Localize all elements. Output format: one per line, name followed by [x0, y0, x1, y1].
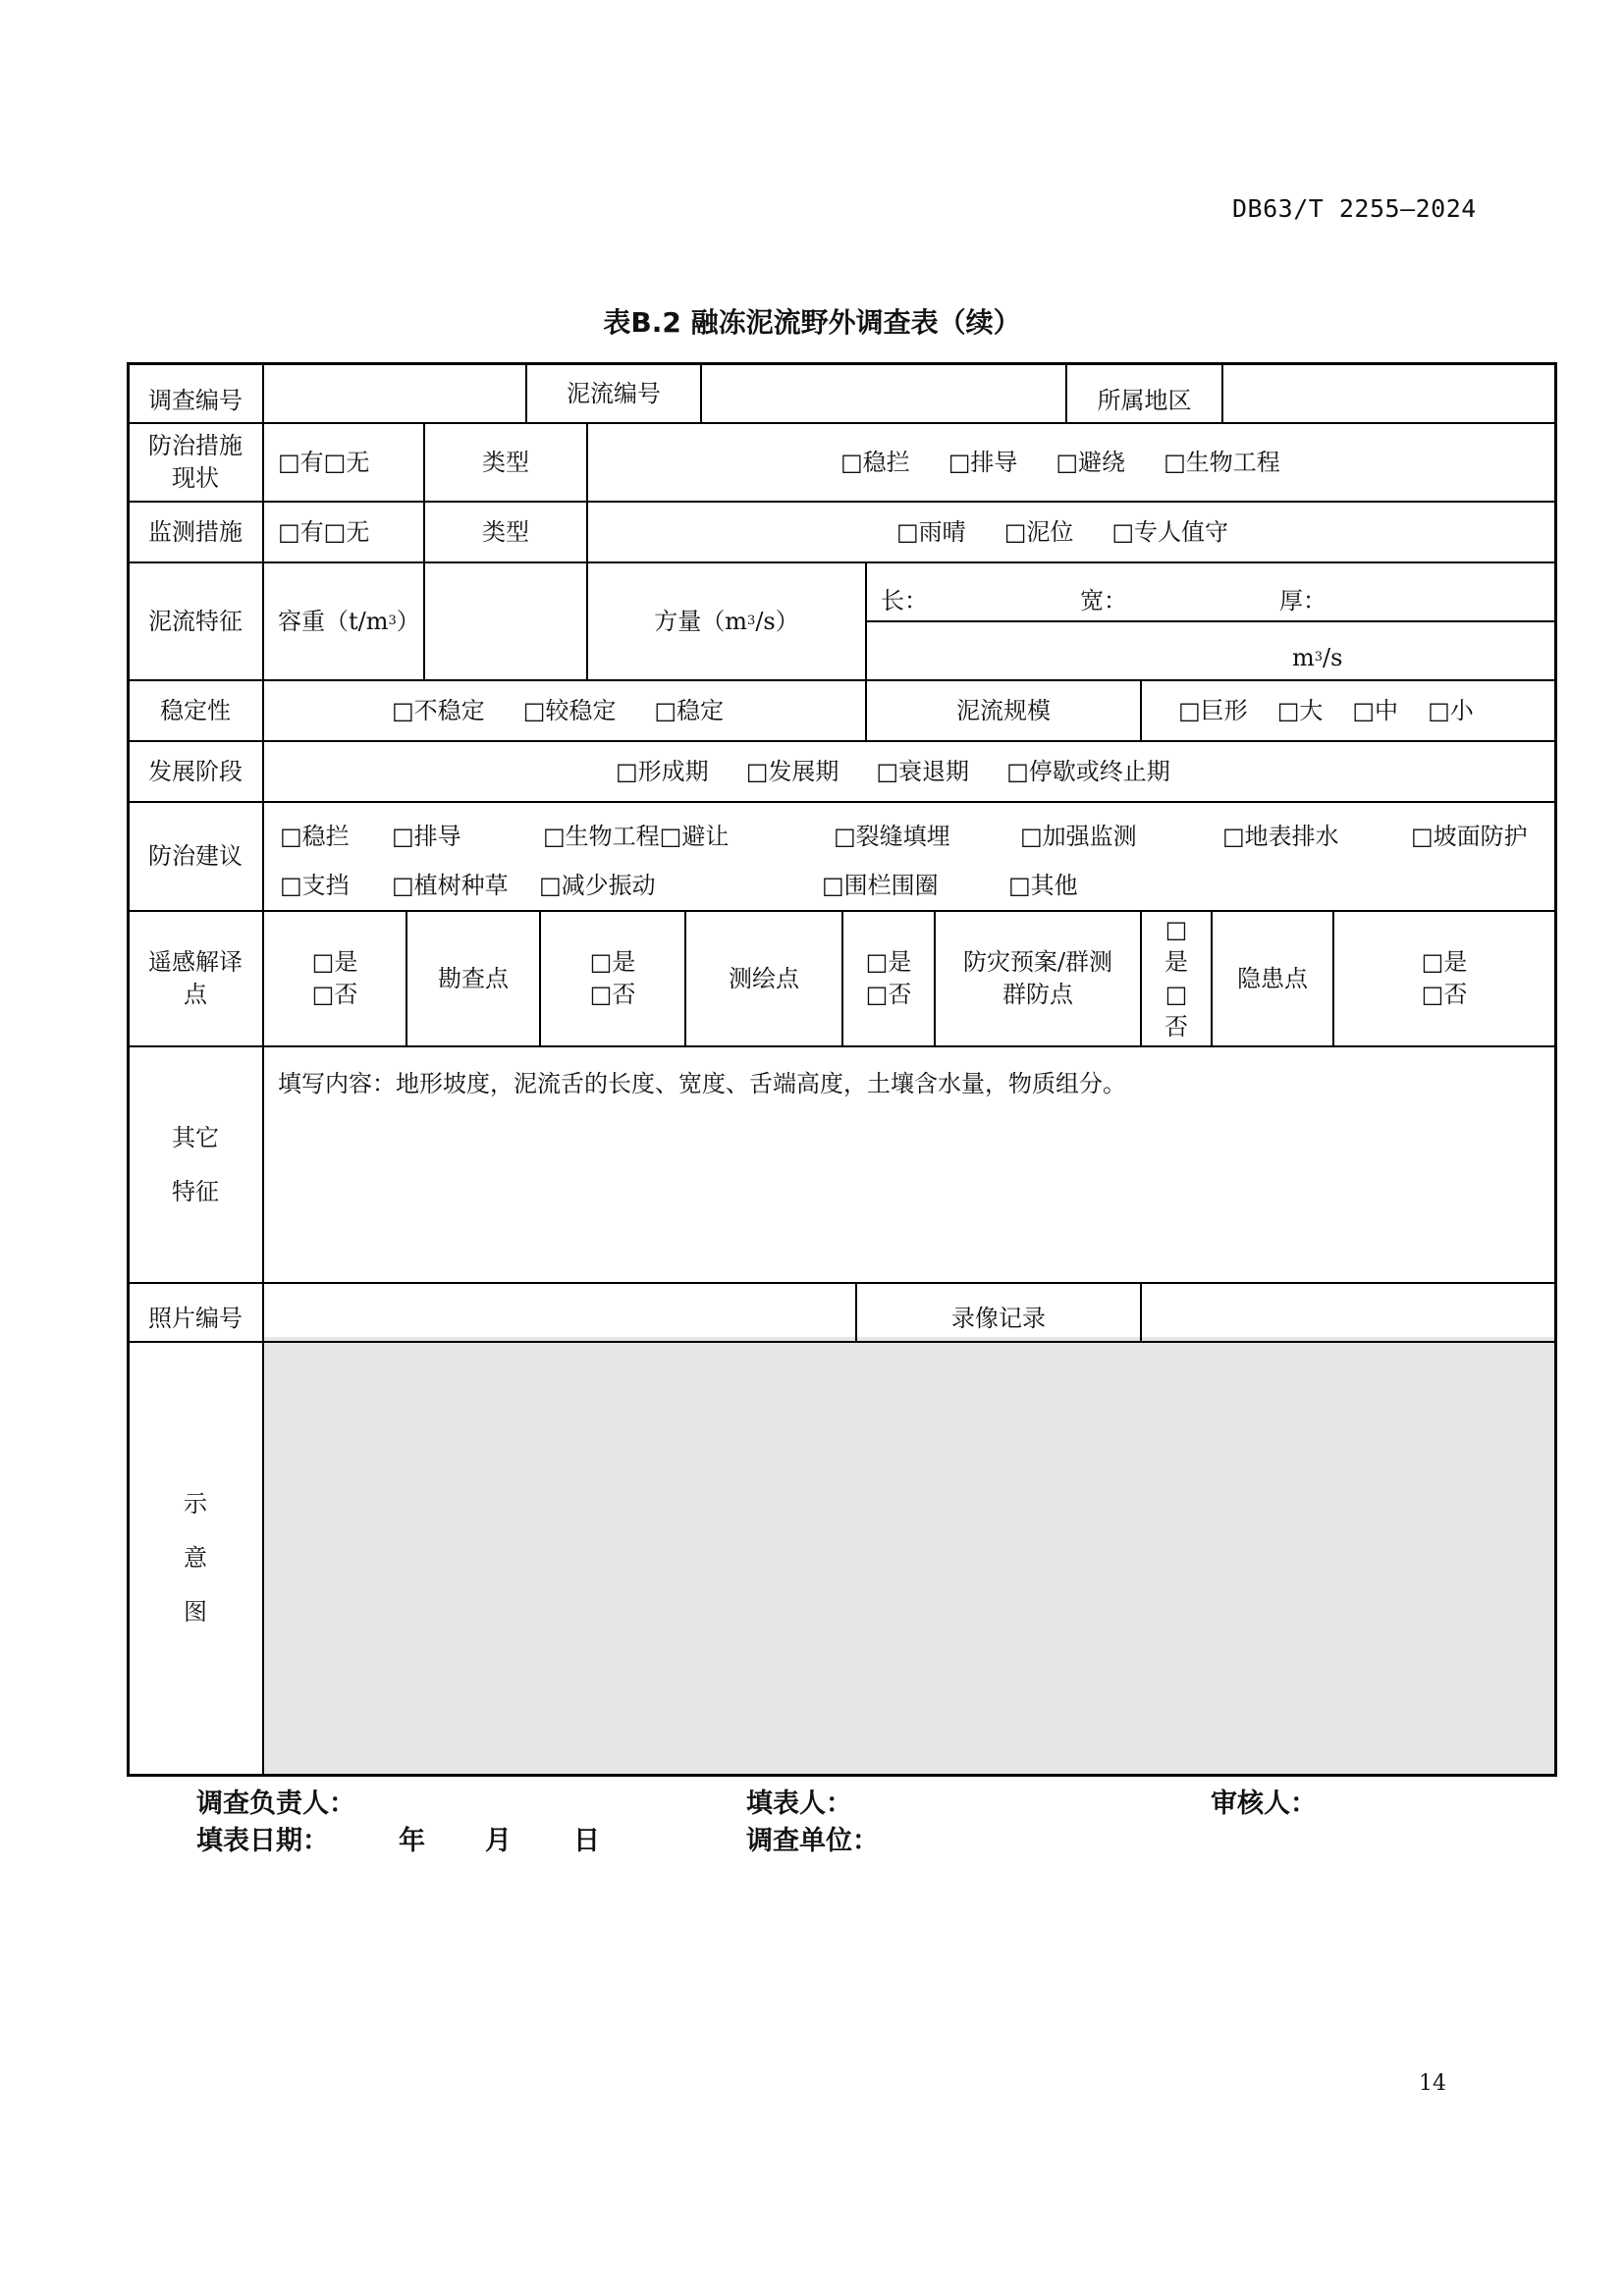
label-other-features [129, 1047, 262, 1282]
label-prevention-type: 类型 [482, 448, 529, 476]
opt-declining[interactable]: □衰退期 [876, 757, 970, 785]
rec-slope-protect[interactable]: □坡面防护 [1411, 822, 1528, 850]
remote-sensing-yesno [264, 912, 406, 1045]
plan-line1: 防灾预案/群测 [962, 948, 1113, 976]
plan-box-no[interactable]: □ [1164, 981, 1188, 1008]
label-bulk-density: 容重（t/m 3 ） [278, 563, 423, 679]
other-line2: 特征 [172, 1177, 219, 1205]
region-field[interactable] [1223, 364, 1554, 422]
rec-fencing[interactable]: □围栏围圈 [822, 871, 939, 899]
label-flow-scale: 泥流规模 [956, 696, 1051, 724]
opt-avoid[interactable]: □避绕 [1056, 448, 1126, 476]
bulk-density-end: ） [396, 607, 420, 635]
rec-other[interactable]: □其他 [1008, 871, 1078, 899]
flow-no-field[interactable] [702, 364, 1065, 422]
stage-options [616, 742, 1554, 801]
plan-box-yes[interactable]: □ [1164, 916, 1188, 943]
hp-no[interactable]: □否 [1421, 981, 1468, 1008]
plan-yes-text: 是 [1164, 948, 1188, 976]
hazard-point-yesno [1334, 912, 1554, 1045]
label-prevention-line2: 现状 [172, 464, 219, 492]
opt-rain[interactable]: □雨晴 [896, 517, 966, 546]
label-flow-characteristics: 泥流特征 [148, 607, 243, 635]
opt-medium[interactable]: □中 [1352, 696, 1399, 724]
label-development-stage: 发展阶段 [148, 757, 243, 785]
unit-text: m [1292, 643, 1315, 671]
opt-mud-level[interactable]: □泥位 [1003, 517, 1074, 546]
label-survey-point: 勘查点 [438, 964, 509, 992]
label-length: 长： [881, 586, 928, 614]
survey-point-yesno [541, 912, 684, 1045]
opt-bio-engineering[interactable]: □生物工程 [1164, 448, 1280, 476]
rec-monitoring[interactable]: □加强监测 [1020, 822, 1137, 850]
label-mapping-point: 测绘点 [729, 964, 799, 992]
opt-huge[interactable]: □巨形 [1178, 696, 1248, 724]
rs-no[interactable]: □否 [311, 981, 358, 1008]
rec-planting[interactable]: □植树种草 [392, 871, 509, 899]
plan-no-text: 否 [1164, 1013, 1188, 1041]
page-number: 14 [1419, 2071, 1446, 2096]
label-hazard-point: 隐患点 [1237, 964, 1308, 992]
opt-forming[interactable]: □形成期 [616, 757, 709, 785]
opt-unstable[interactable]: □不稳定 [392, 696, 485, 724]
label-monitoring: 监测措施 [148, 517, 243, 546]
opt-terminated[interactable]: □停歇或终止期 [1006, 757, 1170, 785]
volume-text: 方量（m [654, 607, 748, 635]
label-width: 宽： [1080, 586, 1127, 614]
sketch-char2: 意 [184, 1544, 207, 1572]
label-video-record: 录像记录 [951, 1305, 1046, 1332]
volume-end: /s） [755, 607, 799, 635]
remote-sensing-line2: 点 [184, 981, 207, 1008]
sketch-char1: 示 [184, 1490, 207, 1518]
opt-small[interactable]: □小 [1428, 696, 1474, 724]
rec-retaining[interactable]: □支挡 [280, 871, 350, 899]
unit-end: /s [1323, 643, 1343, 671]
hp-yes[interactable]: □是 [1421, 948, 1468, 976]
label-survey-leader: 调查负责人： [196, 1789, 355, 1819]
label-region: 所属地区 [1097, 386, 1192, 414]
table-title: 表B.2 融冻泥流野外调查表（续） [603, 306, 1021, 339]
monitoring-exist-checkbox[interactable]: □有□无 [278, 517, 370, 546]
opt-stabilize[interactable]: □稳拦 [840, 448, 910, 476]
sketch-char3: 图 [184, 1598, 207, 1626]
label-survey-no: 调查编号 [148, 386, 243, 414]
label-reviewer: 审核人： [1211, 1789, 1317, 1819]
sketch-area[interactable] [264, 1337, 1555, 1774]
rec-stabilize[interactable]: □稳拦 [280, 822, 350, 850]
opt-drainage[interactable]: □排导 [947, 448, 1018, 476]
video-record-field[interactable] [1142, 1284, 1554, 1341]
stability-options [392, 681, 865, 740]
rec-crack-fill[interactable]: □裂缝填埋 [834, 822, 950, 850]
rec-reduce-vibration[interactable]: □减少振动 [539, 871, 656, 899]
label-flow-no: 泥流编号 [567, 379, 661, 407]
opt-fairly-stable[interactable]: □较稳定 [522, 696, 617, 724]
label-flow-unit: m 3 /s [1292, 640, 1410, 675]
sp-no[interactable]: □否 [589, 981, 636, 1008]
remote-sensing-line1: 遥感解译 [148, 948, 243, 976]
label-fill-date: 填表日期： [196, 1826, 329, 1856]
other-features-instructions[interactable]: 填写内容：地形坡度，泥流舌的长度、宽度、舌端高度，土壤含水量，物质组分。 [278, 1069, 1126, 1097]
opt-large[interactable]: □大 [1276, 696, 1324, 724]
label-remote-sensing [129, 912, 262, 1045]
standard-number: DB63/T 2255—2024 [1232, 194, 1477, 223]
label-year: 年 [399, 1826, 425, 1856]
sp-yes[interactable]: □是 [589, 948, 636, 976]
label-survey-unit: 调查单位： [746, 1826, 879, 1856]
survey-no-field[interactable] [264, 364, 525, 422]
other-line1: 其它 [172, 1123, 219, 1151]
label-photo-no: 照片编号 [148, 1305, 243, 1332]
opt-stable[interactable]: □稳定 [654, 696, 725, 724]
label-prevention-line1: 防治措施 [148, 432, 243, 459]
label-month: 月 [485, 1826, 512, 1856]
scale-options [1178, 681, 1554, 740]
opt-developing[interactable]: □发展期 [745, 757, 839, 785]
label-volume: 方量（m 3 /s） [588, 563, 865, 679]
rs-yes[interactable]: □是 [311, 948, 358, 976]
mapping-point-yesno [843, 912, 934, 1045]
mp-no[interactable]: □否 [865, 981, 912, 1008]
label-sketch [129, 1343, 262, 1774]
label-monitoring-type: 类型 [482, 517, 529, 546]
label-form-filler: 填表人： [746, 1789, 852, 1819]
label-thickness: 厚： [1279, 586, 1326, 614]
rec-surface-drain[interactable]: □地表排水 [1222, 822, 1339, 850]
opt-dedicated-guard[interactable]: □专人值守 [1111, 517, 1229, 546]
rec-drainage[interactable]: □排导 [392, 822, 461, 850]
prevention-type-options [840, 424, 1554, 501]
label-recommendations: 防治建议 [148, 842, 243, 870]
rec-bio-avoid[interactable]: □生物工程□避让 [543, 822, 730, 850]
plan-line2: 群防点 [1002, 981, 1073, 1008]
prevention-exist-checkbox[interactable]: □有□无 [278, 448, 370, 476]
monitoring-type-options [896, 503, 1554, 561]
label-day: 日 [573, 1826, 600, 1856]
mp-yes[interactable]: □是 [865, 948, 912, 976]
label-stability: 稳定性 [160, 696, 231, 724]
photo-no-field[interactable] [264, 1284, 855, 1341]
label-disaster-plan [936, 912, 1140, 1045]
plan-yesno-vertical [1142, 912, 1211, 1045]
bulk-density-text: 容重（t/m [278, 607, 389, 635]
label-prevention-status [129, 424, 262, 501]
